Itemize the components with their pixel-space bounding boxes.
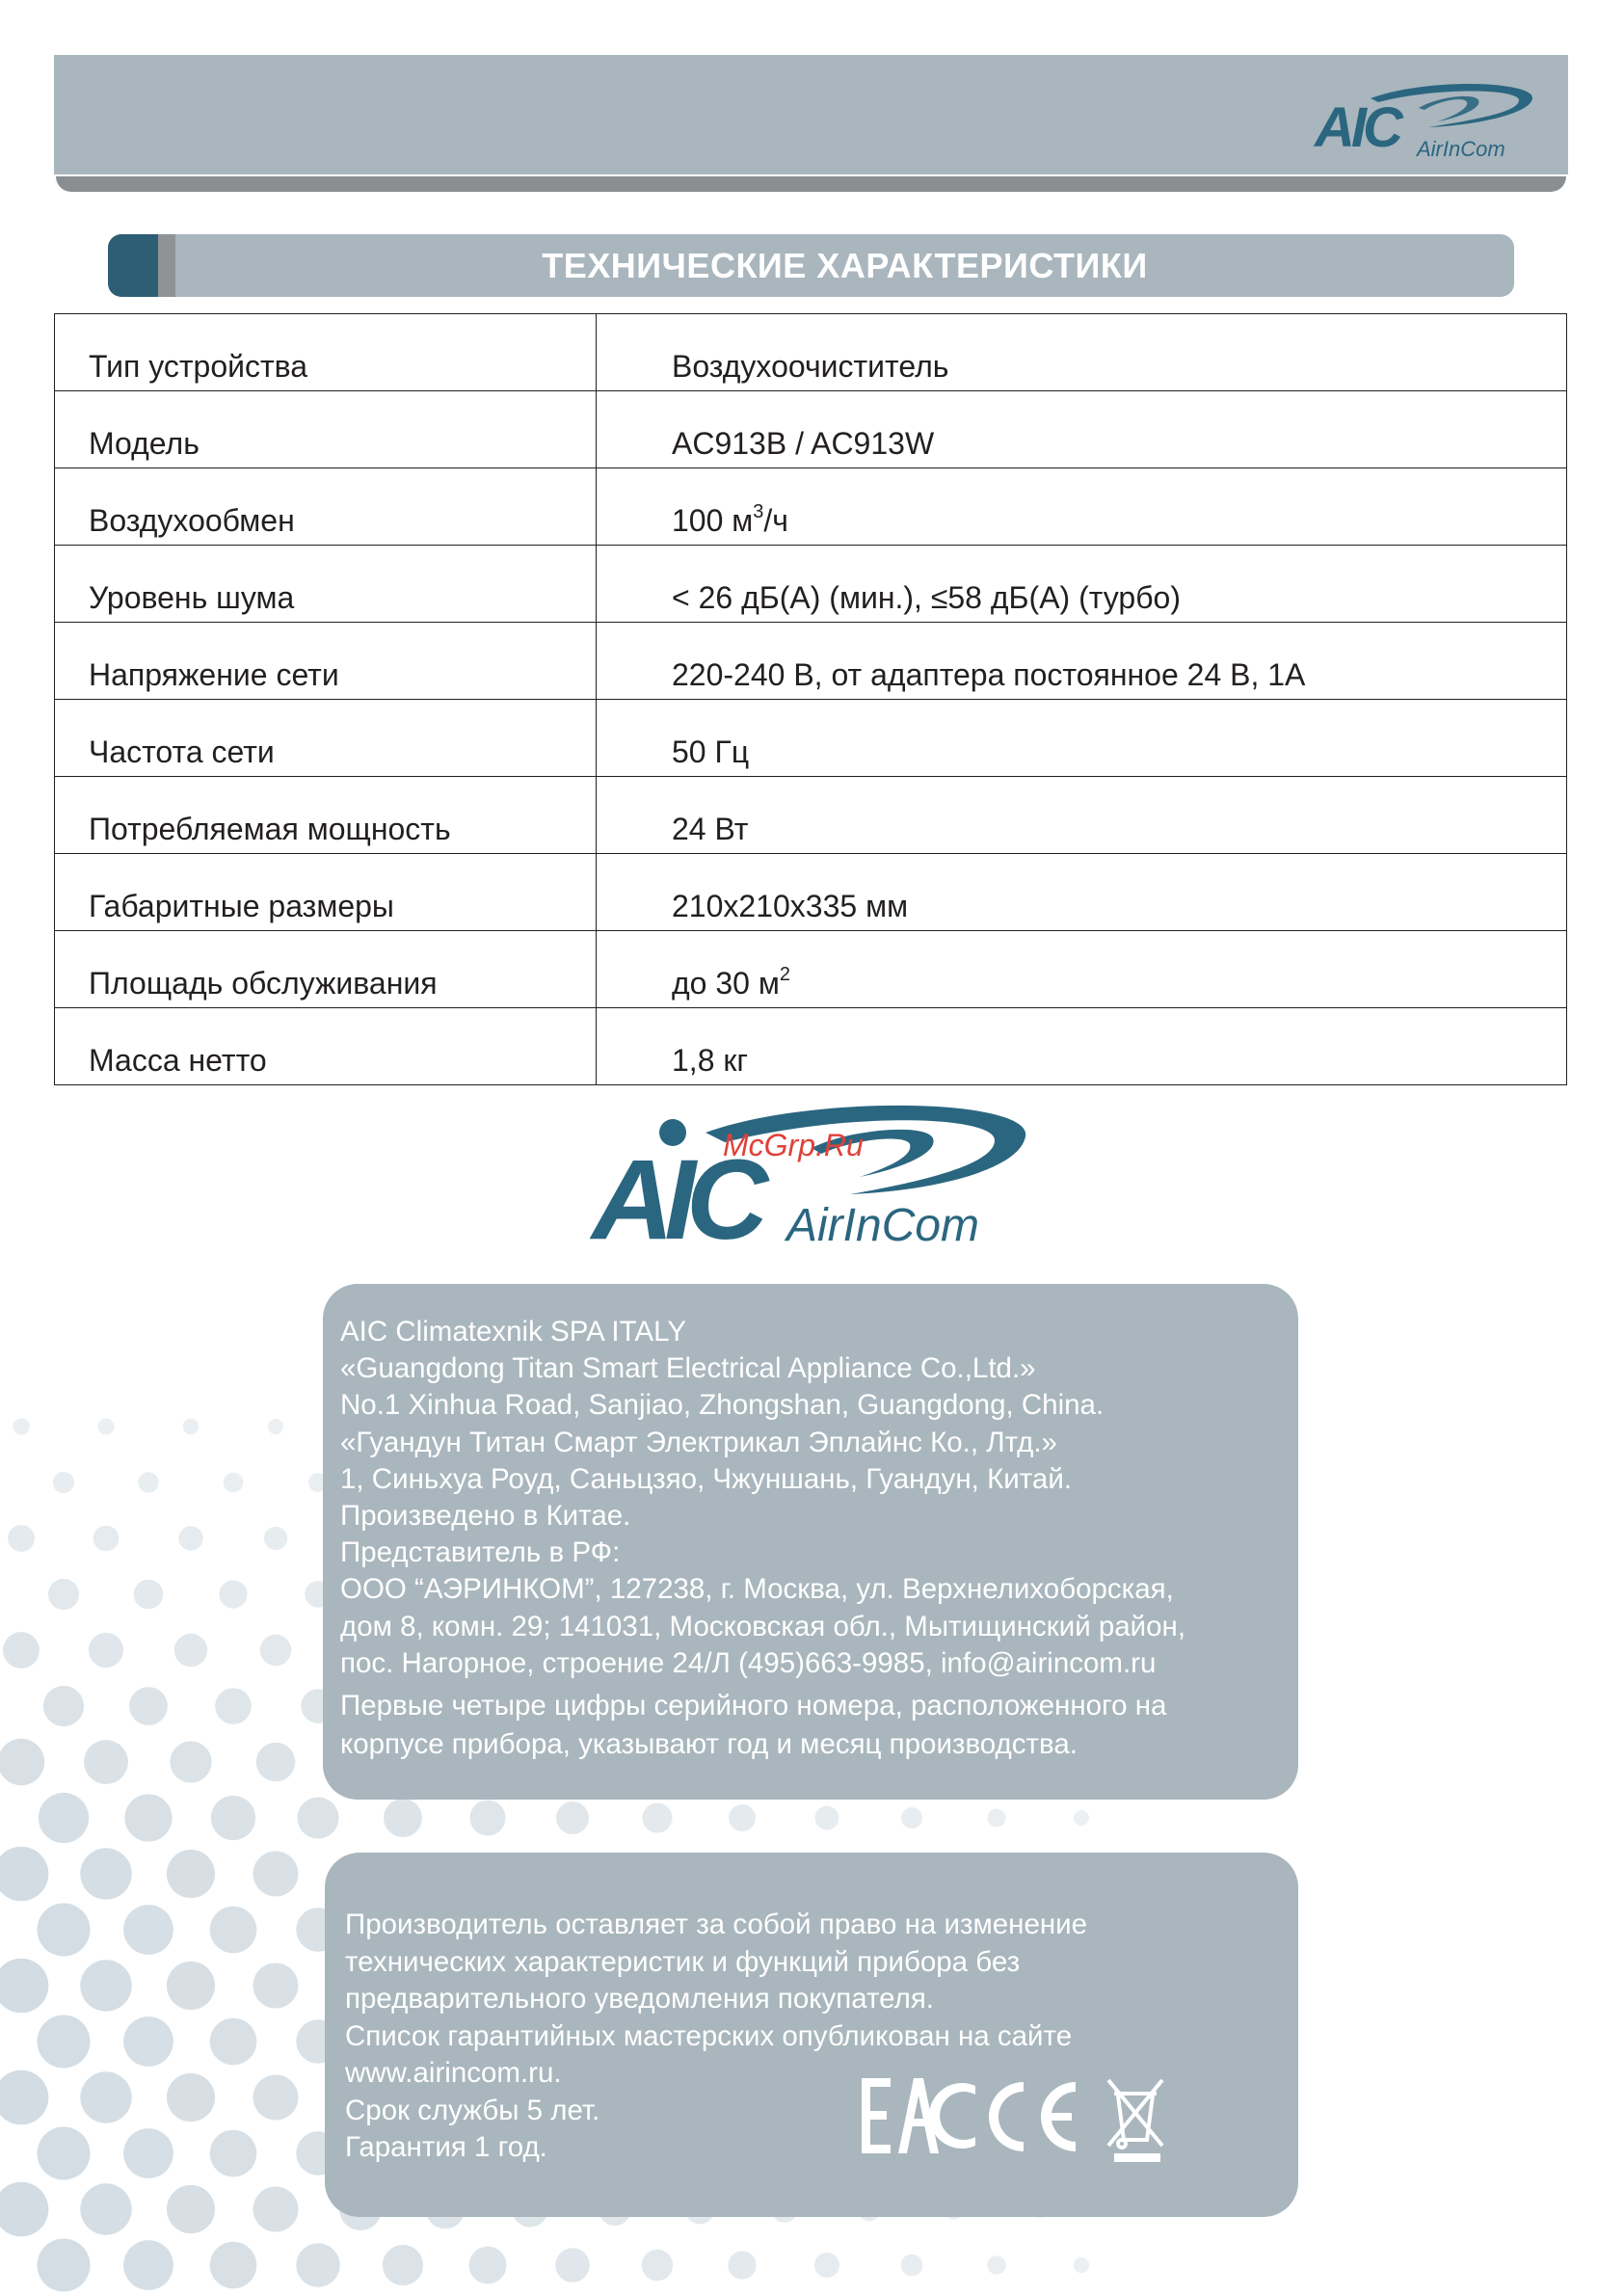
background-dot bbox=[13, 1418, 29, 1434]
watermark-text: McGrp.Ru bbox=[723, 1128, 864, 1162]
background-dot bbox=[253, 2075, 299, 2121]
background-dot bbox=[123, 2016, 173, 2067]
big-logo bbox=[590, 1094, 1033, 1248]
spec-param: Потребляемая мощность bbox=[55, 777, 597, 854]
background-dot bbox=[123, 2128, 173, 2178]
spec-param: Масса нетто bbox=[55, 1008, 597, 1085]
manufacturer-info-line: 1, Синьхуа Роуд, Саньцзяо, Чжуншань, Гуандун, Китай. bbox=[340, 1462, 1072, 1495]
big-logo-brand: AirInCom bbox=[786, 1200, 980, 1248]
notice-info-line: www.airincom.ru. bbox=[345, 2057, 562, 2089]
manufacturer-info-box bbox=[323, 1284, 1298, 1800]
background-dot bbox=[183, 1419, 200, 1435]
spec-param: Модель bbox=[55, 391, 597, 468]
background-dot bbox=[556, 1802, 589, 1834]
spec-row bbox=[55, 854, 1567, 931]
background-dot bbox=[642, 2250, 673, 2281]
spec-value-text: до 30 м bbox=[672, 966, 780, 1001]
background-dot bbox=[901, 1807, 922, 1829]
background-dot bbox=[0, 2182, 48, 2237]
spec-row bbox=[55, 931, 1567, 1008]
notice-info-line: Срок службы 5 лет. bbox=[345, 2094, 600, 2126]
spec-param: Воздухообмен bbox=[55, 468, 597, 546]
background-dot bbox=[0, 1959, 48, 2014]
spec-value-text: 24 Вт bbox=[672, 812, 749, 846]
background-dot bbox=[80, 1960, 131, 2011]
spec-value bbox=[597, 546, 1567, 623]
spec-value-text: 210х210х335 мм bbox=[672, 889, 909, 923]
background-dot bbox=[296, 2243, 339, 2286]
header-logo bbox=[1313, 79, 1544, 164]
background-dot bbox=[555, 2248, 590, 2283]
background-dot bbox=[174, 1634, 207, 1667]
background-dot bbox=[38, 2127, 91, 2180]
big-logo-mark: AIC bbox=[592, 1136, 759, 1248]
spec-row bbox=[55, 1008, 1567, 1085]
background-dot bbox=[987, 2256, 1006, 2275]
background-dot bbox=[39, 1793, 89, 1843]
background-dot bbox=[253, 2187, 299, 2232]
background-dot bbox=[167, 2185, 215, 2233]
notice-info-box bbox=[325, 1853, 1298, 2217]
spec-value-text: Воздухоочиститель bbox=[672, 349, 949, 384]
spec-row bbox=[55, 700, 1567, 777]
notice-info-line: Гарантия 1 год. bbox=[345, 2131, 547, 2163]
spec-param: Уровень шума bbox=[55, 546, 597, 623]
background-dot bbox=[0, 2070, 48, 2125]
background-dot bbox=[138, 1472, 158, 1492]
spec-row bbox=[55, 468, 1567, 546]
spec-row bbox=[55, 546, 1567, 623]
manufacturer-info-line: дом 8, комн. 29; 141031, Московская обл., Мытищинский район, bbox=[340, 1610, 1186, 1642]
background-dot bbox=[167, 1962, 215, 2010]
background-dot bbox=[84, 1740, 128, 1784]
background-dot bbox=[210, 2242, 257, 2289]
manufacturer-info-line: Первые четыре цифры серийного номера, расположенного на bbox=[340, 1690, 1167, 1722]
background-dot bbox=[729, 1804, 756, 1831]
eac-mark-icon bbox=[862, 2078, 975, 2153]
background-dot bbox=[215, 1688, 252, 1724]
background-dot bbox=[167, 1850, 215, 1898]
manufacturer-info-line: Представитель в РФ: bbox=[340, 1536, 621, 1569]
background-dot bbox=[98, 1419, 115, 1435]
notice-info-line: Производитель оставляет за собой право на изменение bbox=[345, 1909, 1088, 1940]
header-shadow bbox=[56, 176, 1566, 192]
spec-value-text: AC913B / AC913W bbox=[672, 426, 935, 461]
background-dot bbox=[383, 2245, 423, 2285]
background-dot bbox=[988, 1809, 1006, 1828]
background-dot bbox=[219, 1580, 247, 1608]
weee-bin-icon bbox=[1108, 2080, 1162, 2162]
notice-info-line: предварительного уведомления покупателя. bbox=[345, 1983, 934, 2015]
spec-value bbox=[597, 314, 1567, 391]
background-dot bbox=[178, 1526, 202, 1550]
spec-value bbox=[597, 468, 1567, 546]
background-dot bbox=[1074, 2257, 1089, 2273]
background-dot bbox=[211, 1796, 255, 1840]
spec-value-text: 50 Гц bbox=[672, 734, 750, 769]
background-dot bbox=[80, 2071, 131, 2122]
specs-table bbox=[54, 313, 1567, 1085]
background-dot bbox=[123, 1905, 173, 1955]
background-dot bbox=[129, 1687, 168, 1725]
spec-value bbox=[597, 931, 1567, 1008]
background-dot bbox=[643, 1803, 673, 1833]
notice-info-line: технических характеристик и функций прибора без bbox=[345, 1945, 1021, 1978]
certification-marks bbox=[862, 2072, 1175, 2164]
manufacturer-info-line: корпусе прибора, указывают год и месяц производства. bbox=[340, 1728, 1078, 1761]
background-dot bbox=[93, 1526, 120, 1552]
background-dot bbox=[43, 1686, 84, 1726]
background-dot bbox=[815, 1806, 839, 1830]
background-dot bbox=[253, 1963, 299, 2009]
spec-param: Напряжение сети bbox=[55, 623, 597, 700]
background-dot bbox=[210, 1907, 257, 1954]
background-dot bbox=[260, 1635, 291, 1666]
background-dot bbox=[470, 1801, 506, 1836]
manufacturer-info-line: пос. Нагорное, строение 24/Л (495)663-9985, info@airincom.ru bbox=[340, 1646, 1157, 1679]
spec-value-superscript: 3 bbox=[753, 501, 764, 522]
background-dot bbox=[124, 1794, 172, 1841]
background-dot bbox=[0, 1739, 44, 1785]
spec-value-text: 220-240 В, от адаптера постоянное 24 В, 1А bbox=[672, 657, 1306, 692]
title-accent-dark bbox=[108, 234, 158, 297]
section-title-bar bbox=[108, 234, 1514, 297]
background-dot bbox=[80, 1848, 131, 1899]
background-dot bbox=[728, 2251, 756, 2279]
notice-info-line: Список гарантийных мастерских опубликован на сайте bbox=[345, 2019, 1073, 2052]
background-dot bbox=[253, 1852, 299, 1897]
spec-value bbox=[597, 854, 1567, 931]
spec-row bbox=[55, 391, 1567, 468]
manufacturer-info-line: «Guangdong Titan Smart Electrical Appliance Co.,Ltd.» bbox=[340, 1352, 1036, 1385]
manufacturer-info-line: «Гуандун Титан Смарт Электрикал Эплайнс Ко., Лтд.» bbox=[340, 1426, 1057, 1458]
background-dot bbox=[48, 1579, 79, 1610]
background-dot bbox=[0, 1847, 48, 1902]
spec-value bbox=[597, 777, 1567, 854]
background-dot bbox=[134, 1580, 164, 1610]
background-dot bbox=[224, 1473, 244, 1493]
spec-row bbox=[55, 314, 1567, 391]
background-dot bbox=[170, 1741, 211, 1782]
header-logo-brand: AirInCom bbox=[1417, 137, 1505, 161]
spec-value-text: < 26 дБ(А) (мин.), ≤58 дБ(А) (турбо) bbox=[672, 580, 1181, 615]
section-title: ТЕХНИЧЕСКИЕ ХАРАКТЕРИСТИКИ bbox=[542, 246, 1148, 285]
spec-value-text: 1,8 кг bbox=[672, 1043, 749, 1078]
ce-mark-icon bbox=[989, 2082, 1076, 2151]
spec-value-suffix: /ч bbox=[763, 503, 788, 538]
background-dot bbox=[469, 2247, 507, 2284]
header-logo-mark: AIC bbox=[1315, 96, 1399, 159]
spec-param: Частота сети bbox=[55, 700, 597, 777]
spec-value bbox=[597, 623, 1567, 700]
background-dot bbox=[1074, 1810, 1089, 1826]
background-dot bbox=[210, 2130, 257, 2177]
background-dot bbox=[268, 1419, 283, 1434]
spec-value bbox=[597, 1008, 1567, 1085]
background-dot bbox=[38, 2239, 91, 2292]
background-dot bbox=[264, 1527, 287, 1550]
manufacturer-info-line: ООО “АЭРИНКОМ”, 127238, г. Москва, ул. Верхнелихоборская, bbox=[340, 1573, 1174, 1606]
spec-row bbox=[55, 777, 1567, 854]
manufacturer-info-line: No.1 Xinhua Road, Sanjiao, Zhongshan, Guangdong, China. bbox=[340, 1389, 1105, 1422]
background-dot bbox=[53, 1472, 74, 1493]
background-dot bbox=[384, 1799, 422, 1837]
background-dot bbox=[80, 2183, 131, 2234]
background-dot bbox=[8, 1525, 35, 1552]
background-dot bbox=[814, 2253, 839, 2278]
spec-row bbox=[55, 623, 1567, 700]
background-dot bbox=[210, 2018, 257, 2066]
title-accent-grey bbox=[158, 234, 175, 297]
manufacturer-info-line: Произведено в Китае. bbox=[340, 1500, 631, 1532]
spec-param: Тип устройства bbox=[55, 314, 597, 391]
spec-value-text: 100 м bbox=[672, 503, 754, 538]
manufacturer-info-line: AIC Climatexnik SPA ITALY bbox=[340, 1316, 687, 1348]
spec-value bbox=[597, 391, 1567, 468]
background-dot bbox=[38, 1904, 91, 1957]
background-dot bbox=[38, 2016, 91, 2069]
background-dot bbox=[298, 1798, 339, 1839]
background-dot bbox=[256, 1743, 296, 1782]
background-dot bbox=[3, 1632, 40, 1669]
background-dot bbox=[123, 2240, 173, 2290]
background-dot bbox=[89, 1633, 123, 1668]
spec-value-superscript: 2 bbox=[779, 964, 790, 985]
spec-param: Площадь обслуживания bbox=[55, 931, 597, 1008]
spec-param: Габаритные размеры bbox=[55, 854, 597, 931]
background-dot bbox=[167, 2073, 215, 2122]
background-dot bbox=[901, 2255, 923, 2277]
spec-value bbox=[597, 700, 1567, 777]
